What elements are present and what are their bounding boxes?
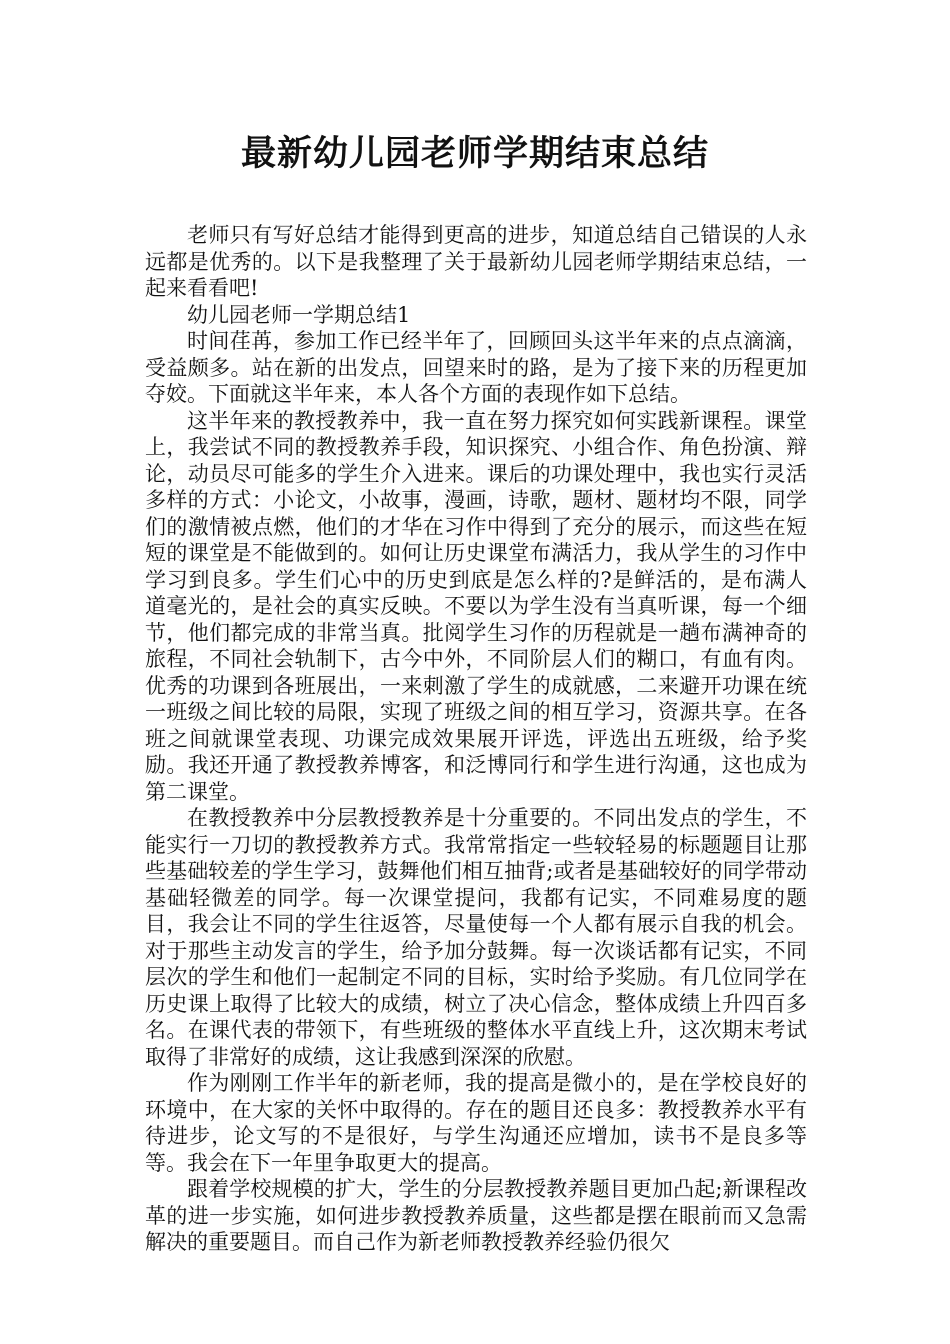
document-body: [145, 222, 807, 1256]
body-paragraph: 作为刚刚工作半年的新老师，我的提高是微小的，是在学校良好的环境中，在大家的关怀中取得的。存在的题目还良多：教授教养水平有待进步，论文写的不是很好，与学生沟通还应增加，读书不是良多等等。我会在下一年里争取更大的提高。: [145, 1071, 807, 1175]
body-paragraph: 这半年来的教授教养中，我一直在努力探究如何实践新课程。课堂上，我尝试不同的教授教养手段，知识探究、小组合作、角色扮演、辩论，动员尽可能多的学生介入进来。课后的功课处理中，我也实行灵活多样的方式：小论文，小故事，漫画，诗歌，题材、题材均不限，同学们的激情被点燃，他们的才华在习作中得到了充分的展示，而这些在短短的课堂是不能做到的。如何让历史课堂布满活力，我从学生的习作中学习到良多。学生们心中的历史到底是怎么样的?是鲜活的，是布满人道毫光的，是社会的真实反映。不要以为学生没有当真听课，每一个细节，他们都完成的非常当真。批阅学生习作的历程就是一趟布满神奇的旅程，不同社会轨制下，古今中外，不同阶层人们的糊口，有血有肉。优秀的功课到各班展出，一来刺激了学生的成就感，二来避开功课在统一班级之间比较的局限，实现了班级之间的相互学习，资源共享。在各班之间就课堂表现、功课完成效果展开评选，评选出五班级，给予奖励。我还开通了教授教养博客，和泛博同行和学生进行沟通，这也成为第二课堂。: [145, 408, 807, 804]
section-heading: 幼儿园老师一学期总结1: [187, 302, 411, 327]
intro-paragraph: 老师只有写好总结才能得到更高的进步，知道总结自己错误的人永远都是优秀的。以下是我整理了关于最新幼儿园老师学期结束总结，一起来看看吧!: [145, 223, 807, 300]
body-paragraph: 在教授教养中分层教授教养是十分重要的。不同出发点的学生，不能实行一刀切的教授教养方式。我常常指定一些较轻易的标题题目让那些基础较差的学生学习，鼓舞他们相互抽背;或者是基础较好的同学带动基础轻微差的同学。每一次课堂提问，我都有记实，不同难易度的题目，我会让不同的学生往返答，尽量使每一个人都有展示自我的机会。对于那些主动发言的学生，给予加分鼓舞。每一次谈话都有记实，不同层次的学生和他们一起制定不同的目标，实时给予奖励。有几位同学在历史课上取得了比较大的成绩，树立了决心信念，整体成绩上升四百多名。在课代表的带领下，有些班级的整体水平直线上升，这次期末考试取得了非常好的成绩，这让我感到深深的欣慰。: [145, 806, 807, 1069]
document-title: 最新幼儿园老师学期结束总结: [240, 134, 709, 174]
body-paragraph: 时间荏苒，参加工作已经半年了，回顾回头这半年来的点点滴滴，受益颇多。站在新的出发点，回望来时的路，是为了接下来的历程更加夺姣。下面就这半年来，本人各个方面的表现作如下总结。: [145, 329, 807, 406]
body-paragraph: 跟着学校规模的扩大，学生的分层教授教养题目更加凸起;新课程改革的进一步实施，如何进步教授教养质量，这些都是摆在眼前而又急需解决的重要题目。而自己作为新老师教授教养经验仍很欠: [145, 1177, 807, 1254]
